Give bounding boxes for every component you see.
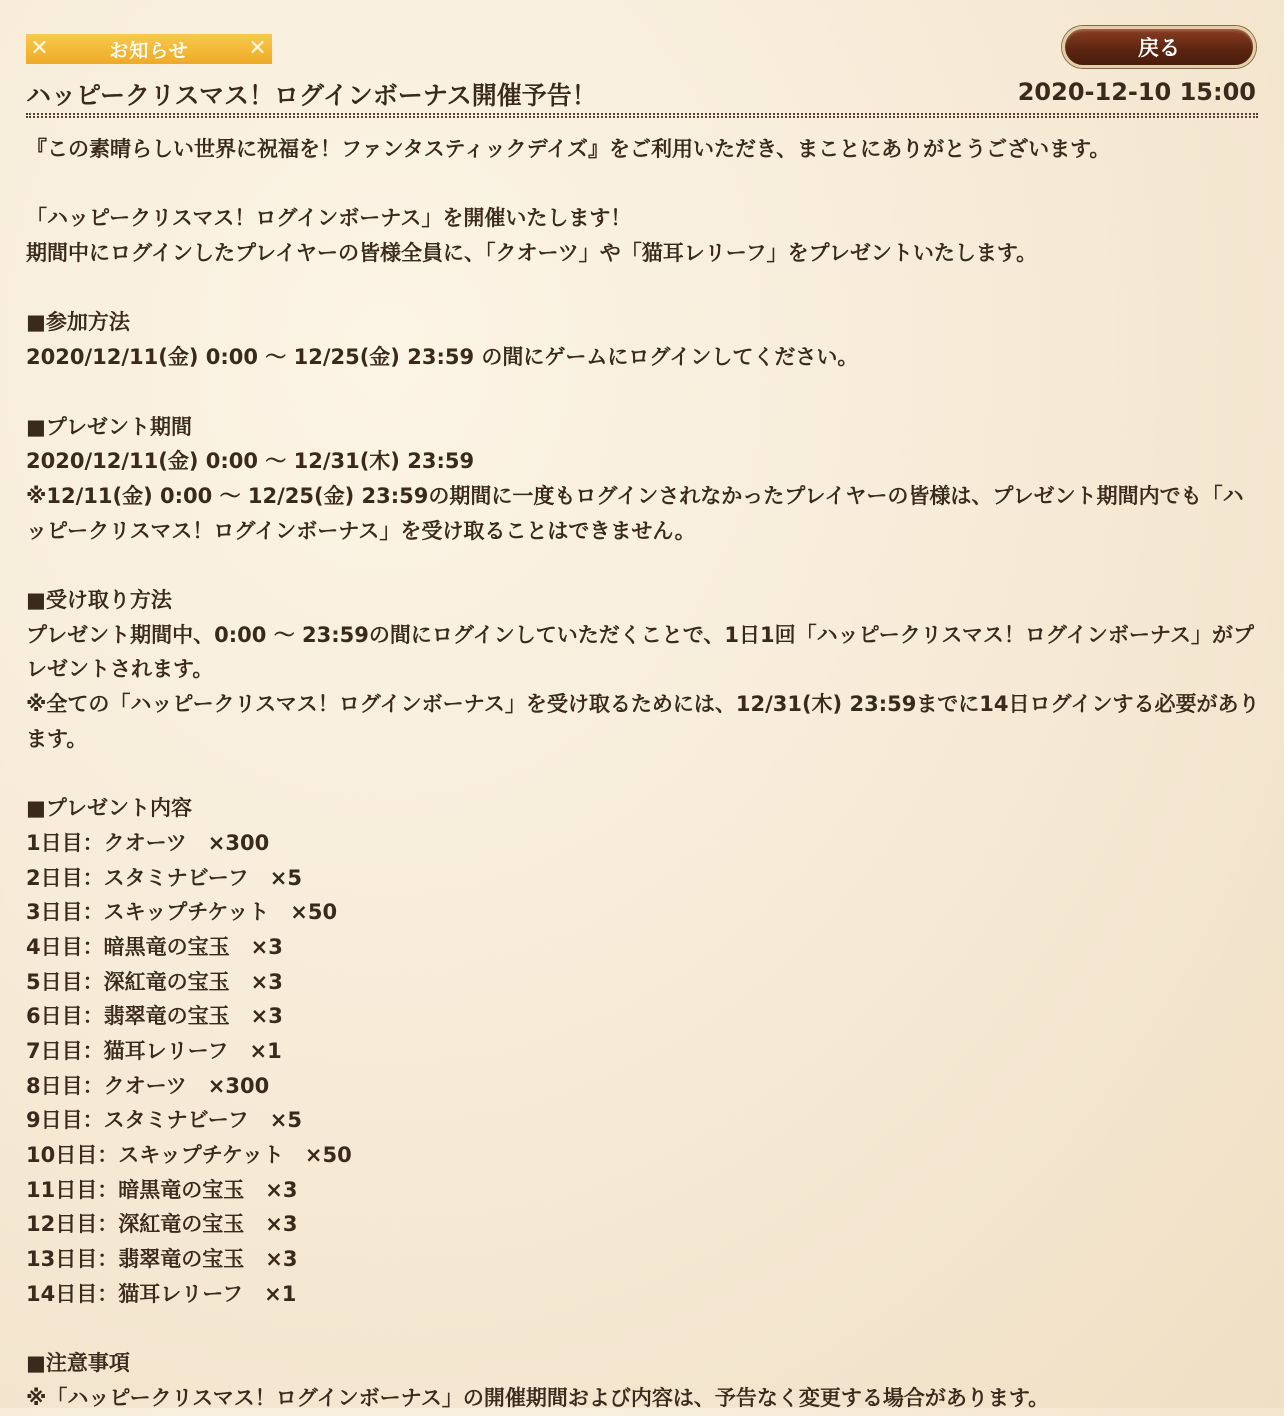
list-item: 13日目：翡翠竜の宝玉 ×3	[26, 1247, 298, 1272]
list-item: 6日目：翡翠竜の宝玉 ×3	[26, 1004, 283, 1029]
list-item: 9日目：スタミナビーフ ×5	[26, 1108, 302, 1133]
list-item: 2日目：スタミナビーフ ×5	[26, 865, 302, 890]
announce-text-2: 期間中にログインしたプレイヤーの皆様全員に、「クオーツ」や「猫耳レリーフ」をプレゼントいたします。	[26, 241, 1038, 266]
back-button[interactable]	[1062, 26, 1256, 68]
list-item: 10日目：スキップチケット ×50	[26, 1143, 352, 1168]
title-divider	[26, 113, 1258, 118]
list-item: 5日目：深紅竜の宝玉 ×3	[26, 969, 283, 994]
receive-note: ※全ての「ハッピークリスマス！ログインボーナス」を受け取るためには、12/31(木) 23:59までに14日ログインする必要があります。	[26, 692, 1260, 751]
ribbon-right-icon: ✕	[248, 36, 268, 61]
announce-text-1: 「ハッピークリスマス！ログインボーナス」を開催いたします！	[26, 206, 632, 231]
present-period-heading: ■プレゼント期間	[26, 414, 193, 439]
present-period-note: ※12/11(金) 0:00 〜 12/25(金) 23:59の期間に一度もログインされなかったプレイヤーの皆様は、プレゼント期間内でも「ハッピークリスマス！ログインボーナス」を受け取ることはできません。	[26, 483, 1244, 543]
list-item: 3日目：スキップチケット ×50	[26, 900, 338, 925]
notice-body	[26, 132, 1262, 1416]
intro-text: 『この素晴らしい世界に祝福を！ファンタスティックデイズ』をご利用いただき、まことにありがとうございます。	[26, 137, 1111, 161]
notice-date: 2020-12-10 15:00	[1017, 78, 1256, 106]
present-period-text: 2020/12/11(金) 0:00 〜 12/31(木) 23:59	[26, 449, 475, 474]
notes-heading: ■注意事項	[26, 1351, 130, 1376]
notice-badge-label: お知らせ	[109, 39, 189, 62]
notice-title: ハッピークリスマス！ログインボーナス開催予告！	[26, 81, 597, 110]
notice-badge	[26, 34, 272, 64]
list-item: 11日目：暗黒竜の宝玉 ×3	[26, 1177, 298, 1202]
back-button-label: 戻る	[1138, 36, 1180, 60]
list-item: 1日目：クオーツ ×300	[26, 830, 270, 855]
list-item: 7日目：猫耳レリーフ ×1	[26, 1038, 282, 1063]
list-item: 12日目：深紅竜の宝玉 ×3	[26, 1212, 298, 1237]
participation-text: 2020/12/11(金) 0:00 〜 12/25(金) 23:59 の間にゲームにログインしてください。	[26, 345, 859, 370]
list-item: 14日目：猫耳レリーフ ×1	[26, 1281, 297, 1306]
notes-text: ※「ハッピークリスマス！ログインボーナス」の開催期間および内容は、予告なく変更する場合があります。	[26, 1385, 1050, 1410]
list-item: 4日目：暗黒竜の宝玉 ×3	[26, 934, 283, 959]
receive-text: プレゼント期間中、0:00 〜 23:59の間にログインしていただくことで、1日1回「ハッピークリスマス！ログインボーナス」がプレゼントされます。	[26, 622, 1255, 682]
ribbon-left-icon: ✕	[30, 36, 50, 61]
receive-heading: ■受け取り方法	[26, 587, 172, 612]
participation-heading: ■参加方法	[26, 310, 130, 335]
list-item: 8日目：クオーツ ×300	[26, 1073, 270, 1098]
contents-heading: ■プレゼント内容	[26, 796, 193, 821]
